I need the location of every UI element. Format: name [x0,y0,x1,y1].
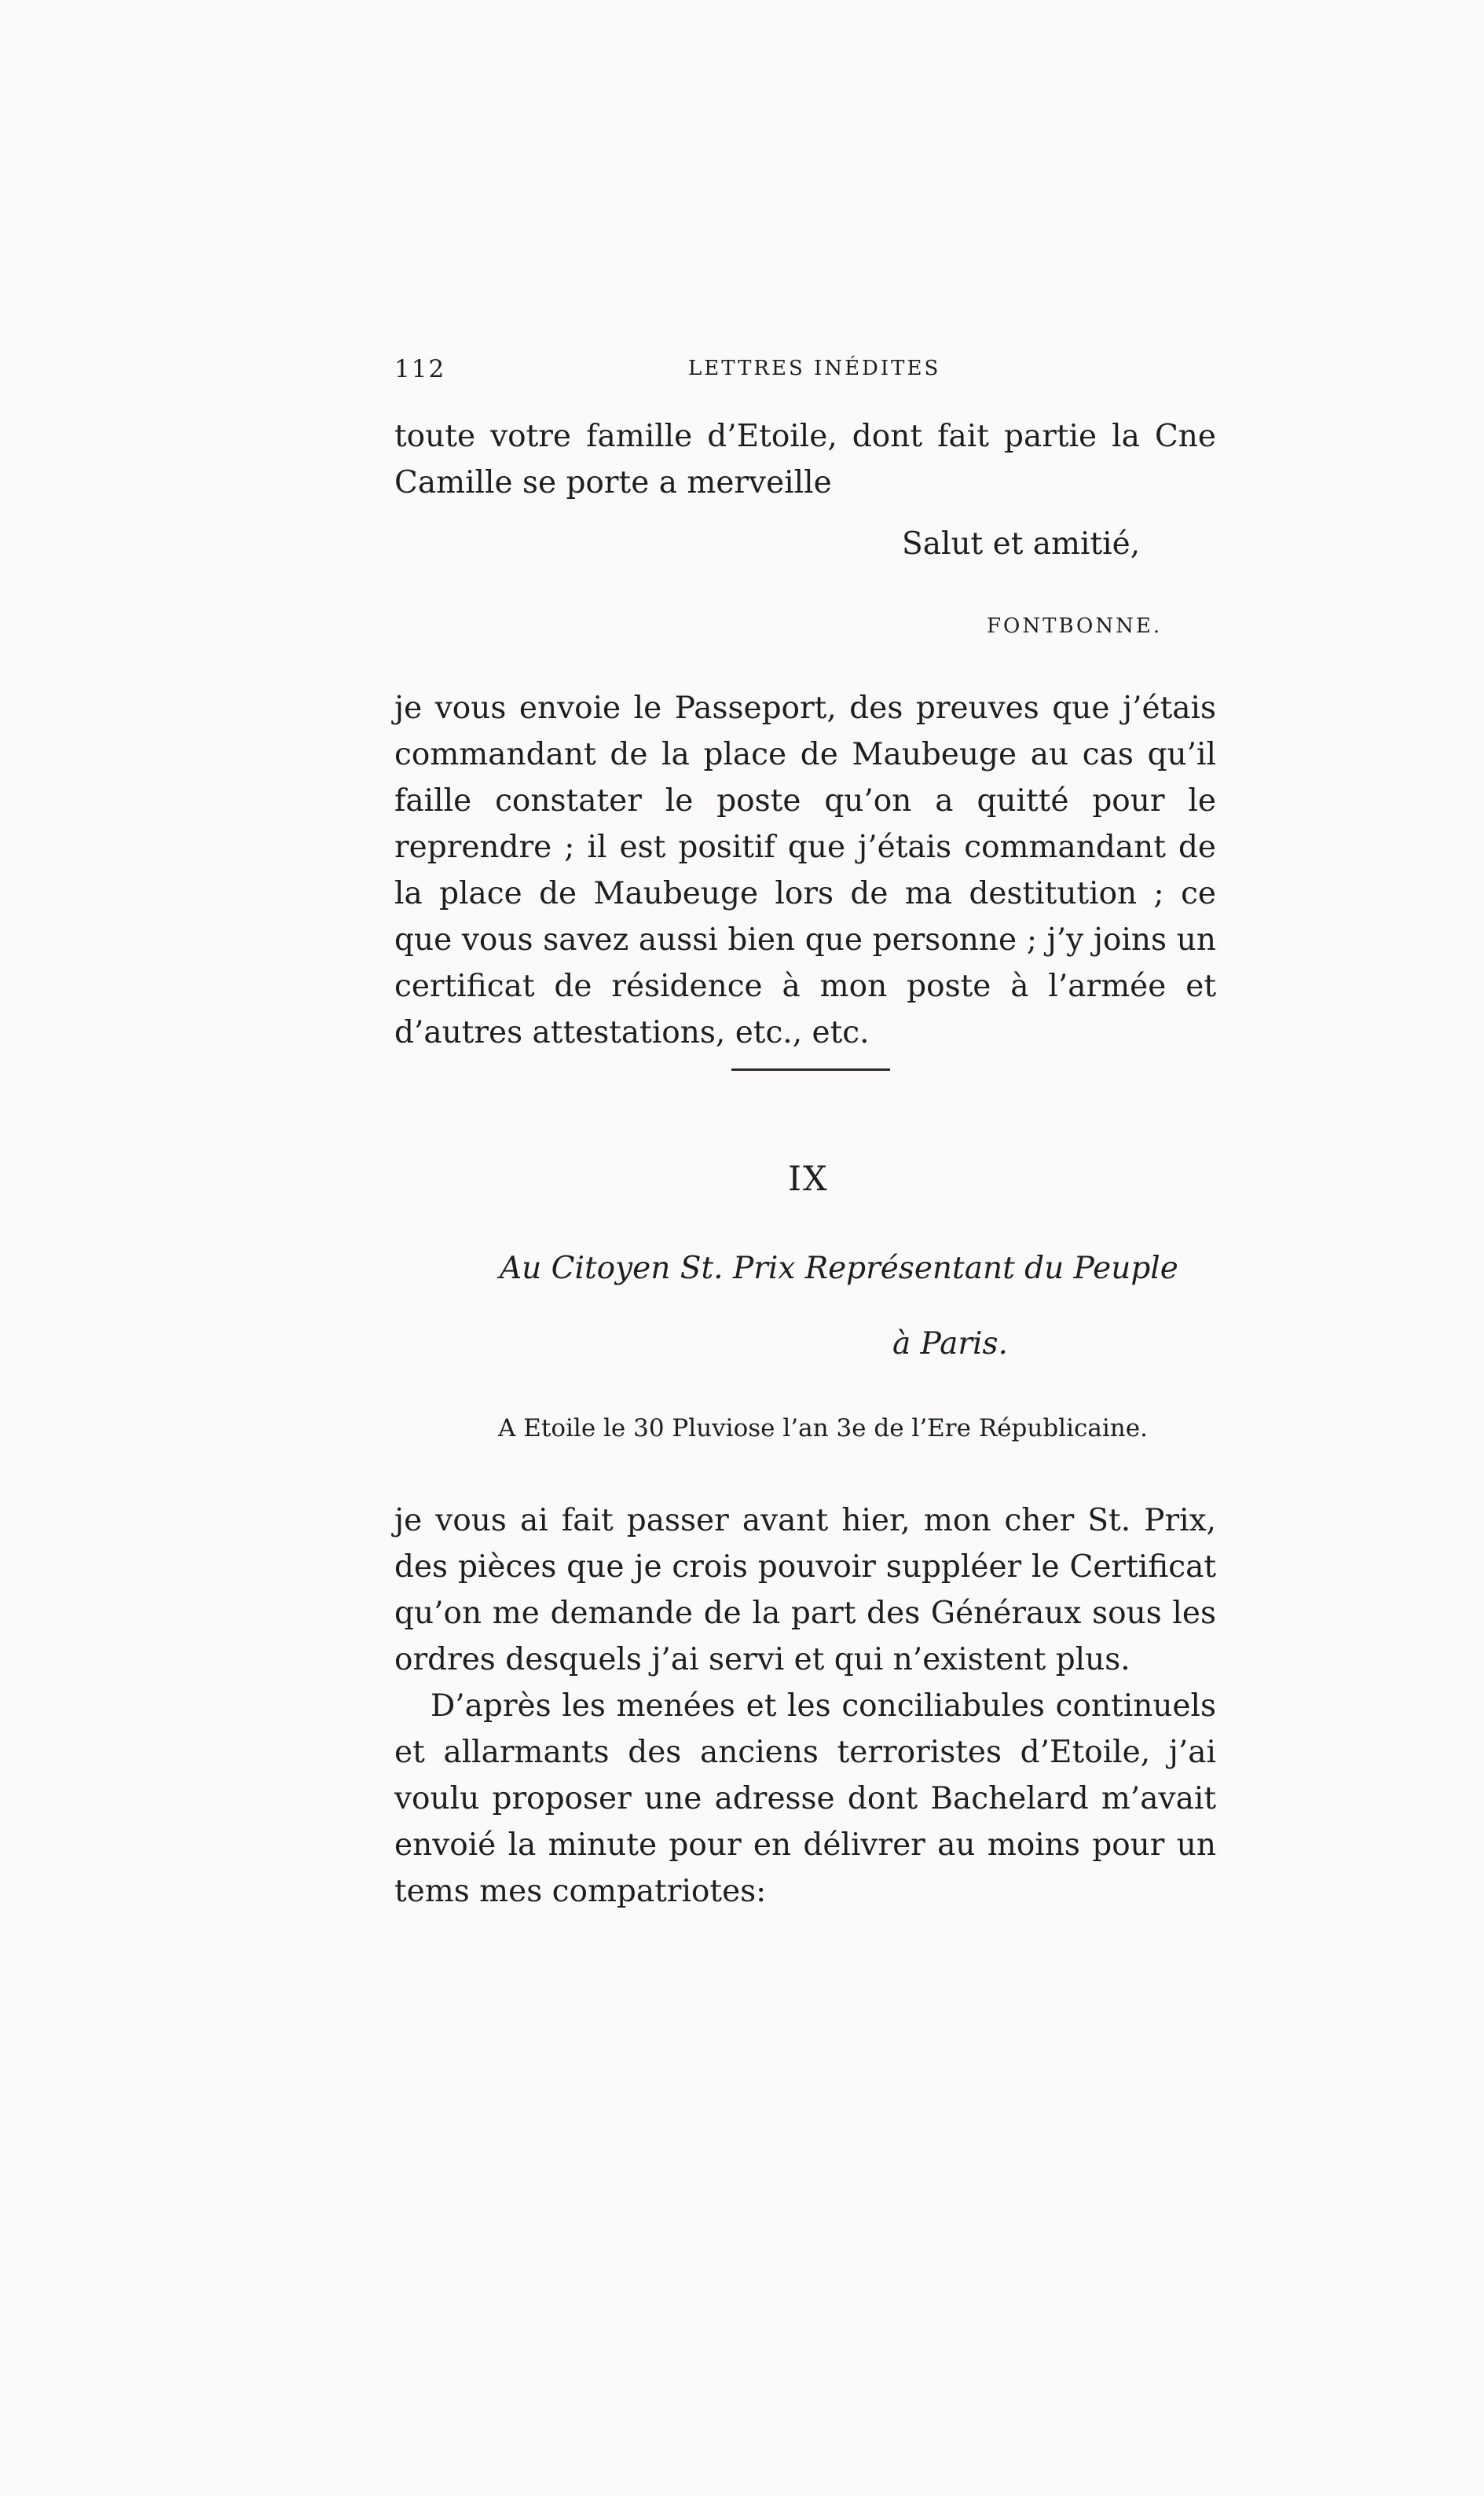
letter-ending-paragraph [394,413,1216,506]
page-header [394,355,1216,390]
signature: FONTBONNE. [987,614,1163,638]
letter-closing: Salut et amitié, [902,526,1141,562]
paragraph: je vous ai fait passer avant hier, mon cher St. Prix, des pièces que je crois pouvoir suppléer le Certificat qu’on me demande de la part des Généraux sous les ordres desquels j’ai servi et qui n’existent plus. [394,1503,1216,1677]
postscript-paragraph [394,685,1216,1056]
running-title: LETTRES INÉDITES [688,357,941,380]
letter-addressee: Au Citoyen St. Prix Représentant du Peuple [500,1251,1178,1286]
letter-dateline: A Etoile le 30 Pluviose l’an 3e de l’Ere Républicaine. [498,1414,1148,1442]
letter-addressee-place: à Paris. [892,1326,1008,1362]
section-numeral: IX [788,1160,829,1199]
section-divider [731,1068,890,1071]
letter-body [394,1497,1216,1915]
paragraph: D’après les menées et les conciliabules continuels et allarmants des anciens terroristes d’Etoile, j’ai voulu proposer une adresse dont Bachelard m’avait envoié la minute pour en délivrer au moins pour un tems mes compatriotes: [394,1688,1216,1909]
page-number: 112 [394,355,446,383]
paragraph: je vous envoie le Passeport, des preuves que j’étais commandant de la place de Maubeuge au cas qu’il faille constater le poste qu’on a quitté pour le reprendre ; il est positif que j’étais commandant de la place de Maubeuge lors de ma destitution ; ce que vous savez aussi bien que personne ; j’y joins un certificat de résidence à mon poste à l’armée et d’autres attestations, etc., etc. [394,691,1216,1050]
paragraph: toute votre famille d’Etoile, dont fait partie la Cne Camille se porte a merveille [394,419,1216,500]
